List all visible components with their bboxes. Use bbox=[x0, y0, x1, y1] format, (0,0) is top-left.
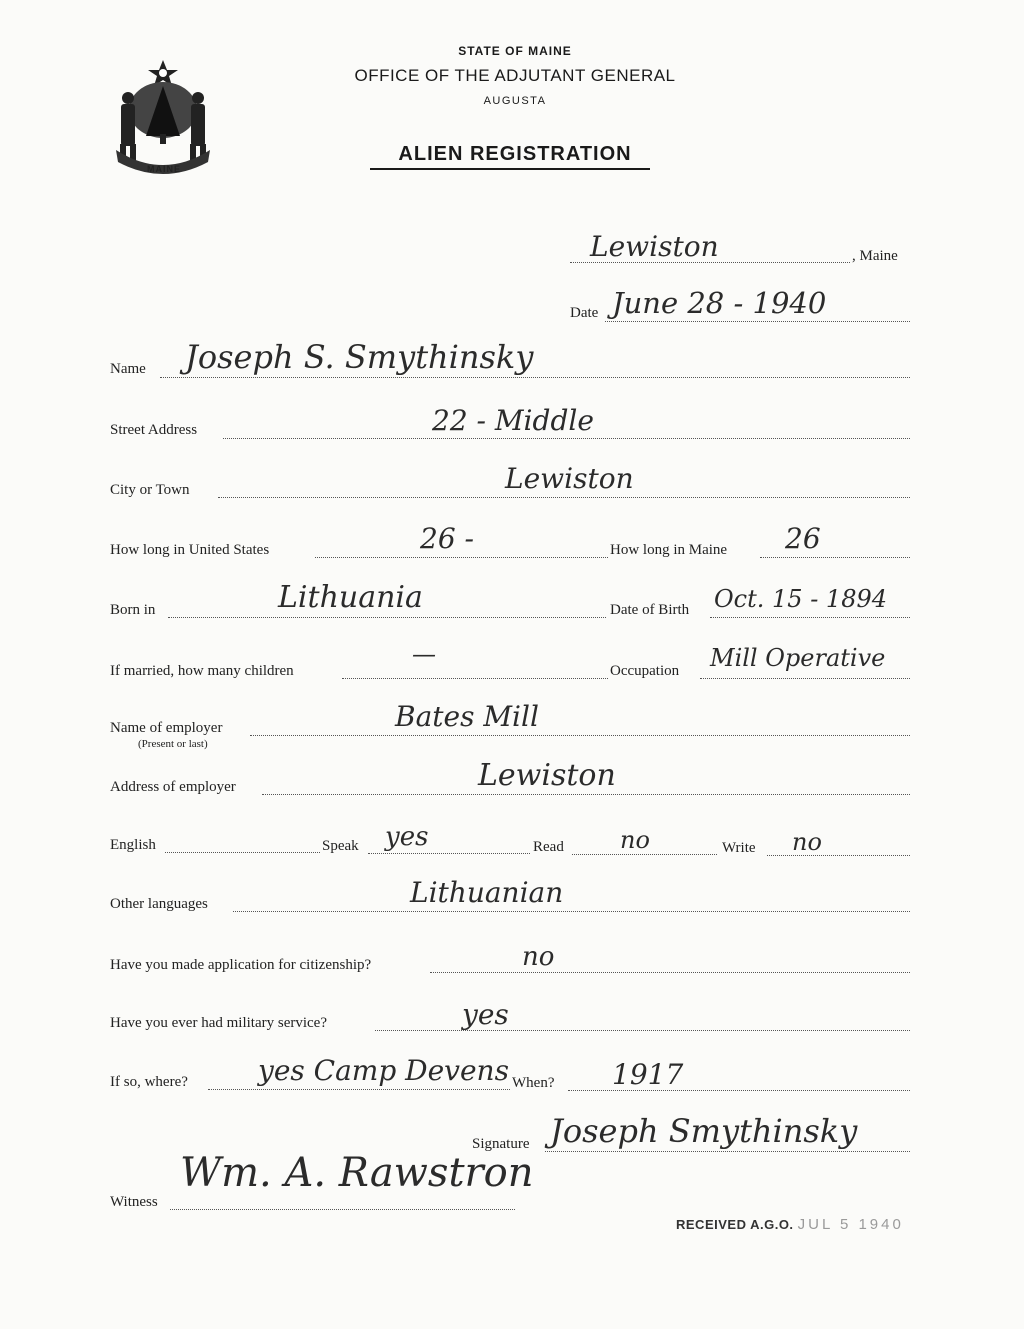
signature-line bbox=[545, 1151, 910, 1152]
citizenship-value: no bbox=[522, 942, 555, 972]
city-line bbox=[218, 497, 910, 498]
seal-lettering: MAINE bbox=[147, 164, 181, 174]
employer-note: (Present or last) bbox=[138, 738, 208, 750]
received-stamp bbox=[676, 1216, 904, 1233]
name-line bbox=[160, 377, 910, 378]
other-languages-value: Lithuanian bbox=[410, 876, 564, 909]
street-value: 22 - Middle bbox=[432, 404, 594, 437]
where-value: yes Camp Devens bbox=[258, 1054, 509, 1087]
speak-line bbox=[368, 853, 530, 854]
occupation-line bbox=[700, 678, 910, 679]
born-in-label: Born in bbox=[110, 602, 156, 618]
military-label: Have you ever had military service? bbox=[110, 1015, 327, 1031]
speak-label: Speak bbox=[322, 838, 359, 854]
when-value: 1917 bbox=[612, 1058, 684, 1091]
employer-address-value: Lewiston bbox=[478, 758, 616, 793]
other-languages-line bbox=[233, 911, 910, 912]
name-label: Name bbox=[110, 361, 146, 377]
occupation-label: Occupation bbox=[610, 663, 680, 679]
how-long-us-line bbox=[315, 557, 608, 558]
how-long-maine-line bbox=[760, 557, 910, 558]
read-label: Read bbox=[533, 839, 564, 855]
how-long-maine-value: 26 bbox=[785, 522, 821, 555]
street-line bbox=[223, 438, 910, 439]
dob-label: Date of Birth bbox=[610, 602, 690, 618]
occupation-value: Mill Operative bbox=[710, 644, 886, 672]
read-line bbox=[572, 854, 717, 855]
citizenship-line bbox=[430, 972, 910, 973]
how-long-maine-label: How long in Maine bbox=[610, 542, 728, 558]
header-state: STATE OF MAINE bbox=[458, 44, 572, 58]
write-label: Write bbox=[722, 840, 756, 856]
witness-line bbox=[170, 1209, 515, 1210]
children-line bbox=[342, 678, 608, 679]
speak-value: yes bbox=[385, 822, 429, 852]
maine-state-seal bbox=[108, 58, 218, 180]
employer-value: Bates Mill bbox=[395, 700, 539, 733]
other-languages-label: Other languages bbox=[110, 896, 208, 912]
city-value: Lewiston bbox=[505, 462, 634, 495]
signature-label: Signature bbox=[472, 1136, 530, 1152]
english-line bbox=[165, 852, 320, 853]
received-stamp-text: RECEIVED A.G.O. bbox=[676, 1217, 794, 1232]
witness-label: Witness bbox=[110, 1194, 158, 1210]
form-title: ALIEN REGISTRATION bbox=[398, 143, 632, 165]
children-label: If married, how many children bbox=[110, 663, 294, 679]
signature-value: Joseph Smythinsky bbox=[550, 1112, 858, 1150]
employer-address-label: Address of employer bbox=[110, 779, 236, 795]
employer-address-line bbox=[262, 794, 910, 795]
received-stamp-date: JUL 5 1940 bbox=[797, 1216, 904, 1233]
employer-line bbox=[250, 735, 910, 736]
date-value: June 28 - 1940 bbox=[612, 286, 827, 320]
header-office: OFFICE OF THE ADJUTANT GENERAL bbox=[354, 66, 676, 85]
witness-value: Wm. A. Rawstron bbox=[180, 1150, 534, 1196]
english-label: English bbox=[110, 837, 156, 853]
name-value: Joseph S. Smythinsky bbox=[185, 338, 534, 376]
maine-label: , Maine bbox=[852, 248, 898, 264]
how-long-us-value: 26 - bbox=[420, 522, 474, 555]
dob-line bbox=[710, 617, 910, 618]
employer-label: Name of employer bbox=[110, 720, 223, 736]
when-label: When? bbox=[512, 1075, 555, 1091]
date-label: Date bbox=[570, 305, 599, 321]
how-long-us-label: How long in United States bbox=[110, 542, 270, 558]
date-line bbox=[605, 321, 910, 322]
dob-value: Oct. 15 - 1894 bbox=[714, 585, 888, 613]
city-label: City or Town bbox=[110, 482, 190, 498]
military-value: yes bbox=[462, 998, 509, 1031]
write-value: no bbox=[792, 828, 822, 856]
read-value: no bbox=[620, 826, 650, 854]
header-city: AUGUSTA bbox=[483, 95, 547, 107]
born-in-value: Lithuania bbox=[278, 580, 423, 615]
born-in-line bbox=[168, 617, 606, 618]
where-line bbox=[208, 1089, 510, 1090]
town-value: Lewiston bbox=[590, 230, 719, 263]
street-label: Street Address bbox=[110, 422, 198, 438]
write-line bbox=[767, 855, 910, 856]
where-label: If so, where? bbox=[110, 1074, 188, 1090]
children-value: — bbox=[412, 640, 436, 668]
citizenship-label: Have you made application for citizenship? bbox=[110, 957, 372, 973]
title-underline bbox=[370, 168, 650, 170]
military-line bbox=[375, 1030, 910, 1031]
